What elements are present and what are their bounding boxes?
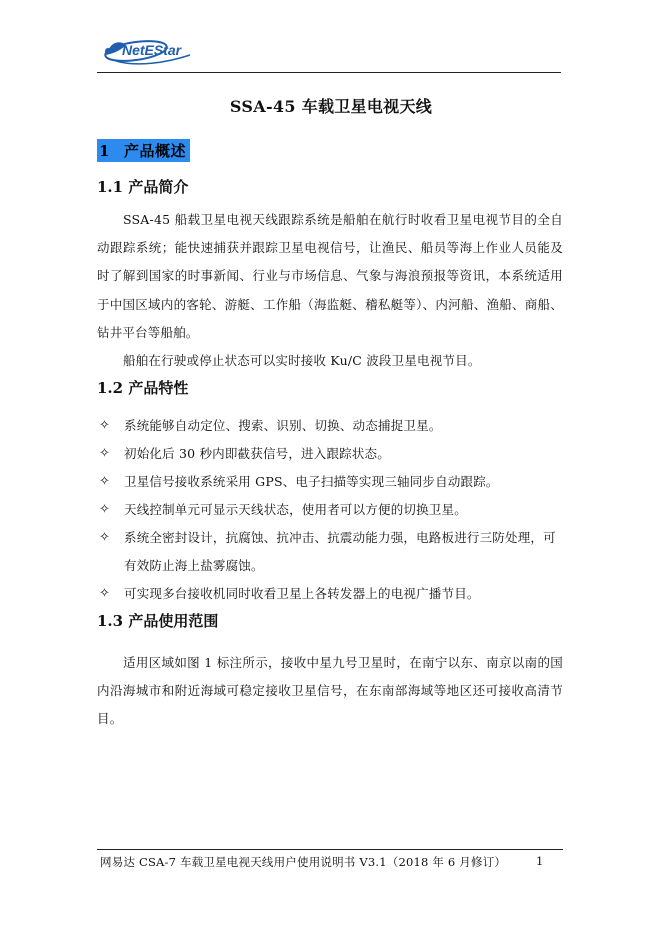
list-item: ✧ 可实现多台接收机同时收看卫星上各转发器上的电视广播节目。 [97, 580, 563, 608]
diamond-bullet-icon: ✧ [99, 530, 111, 545]
diamond-bullet-icon: ✧ [99, 474, 111, 489]
subsection-heading-1-1: 1.1 产品简介 [97, 178, 189, 196]
usage-range-paragraph: 适用区域如图 1 标注所示，接收中星九号卫星时，在南宁以东、南京以南的国内沿海城市和附近海域可稳定接收卫星信号，在东南部海域等地区还可接收高清节目。 [97, 655, 563, 727]
document-title: SSA-45 车载卫星电视天线 [229, 97, 433, 116]
subsection-heading-1-2: 1.2 产品特性 [97, 379, 189, 397]
intro-paragraph-2: 船舶在行驶或停止状态可以实时接收 Ku/C 波段卫星电视节目。 [123, 353, 481, 368]
footer-text: 网易达 CSA-7 车载卫星电视天线用户使用说明书 V3.1（2018 年 6 月修订） [100, 855, 507, 869]
subsection-heading-1-3: 1.3 产品使用范围 [97, 612, 219, 630]
list-item: ✧ 初始化后 30 秒内即截获信号，进入跟踪状态。 [97, 440, 563, 468]
section-heading-1 [97, 139, 190, 162]
diamond-bullet-icon: ✧ [99, 586, 111, 601]
list-item: ✧ 系统全密封设计，抗腐蚀、抗冲击、抗震动能力强，电路板进行三防处理，可有效防止海上盐雾腐蚀。 [97, 524, 563, 580]
page-number: 1 [536, 854, 544, 868]
diamond-bullet-icon: ✧ [99, 502, 111, 517]
header-rule [97, 72, 561, 73]
diamond-bullet-icon: ✧ [99, 418, 111, 433]
intro-paragraph-1: SSA-45 船载卫星电视天线跟踪系统是船舶在航行时收看卫星电视节目的全自动跟踪系统；能快速捕获并跟踪卫星电视信号，让渔民、船员等海上作业人员能及时了解到国家的时事新闻、行业与市场信息、气象与海浪预报等资讯，本系统适用于中国区域内的客轮、游艇、工作船（海监艇、稽私艇等）、内河船、渔船、商船、钻井平台等船舶。 [97, 212, 563, 340]
footer-rule [97, 849, 563, 850]
diamond-bullet-icon: ✧ [99, 446, 111, 461]
feature-list [97, 412, 563, 608]
netestar-logo [96, 31, 206, 71]
list-item: ✧ 系统能够自动定位、搜索、识别、切换、动态捕捉卫星。 [97, 412, 563, 440]
section-title: 产品概述 [123, 142, 186, 160]
section-number: 1 [99, 142, 110, 160]
logo-wordmark: NetEStar [122, 42, 182, 58]
list-item: ✧ 天线控制单元可显示天线状态，使用者可以方便的切换卫星。 [97, 496, 563, 524]
list-item: ✧ 卫星信号接收系统采用 GPS、电子扫描等实现三轴同步自动跟踪。 [97, 468, 563, 496]
